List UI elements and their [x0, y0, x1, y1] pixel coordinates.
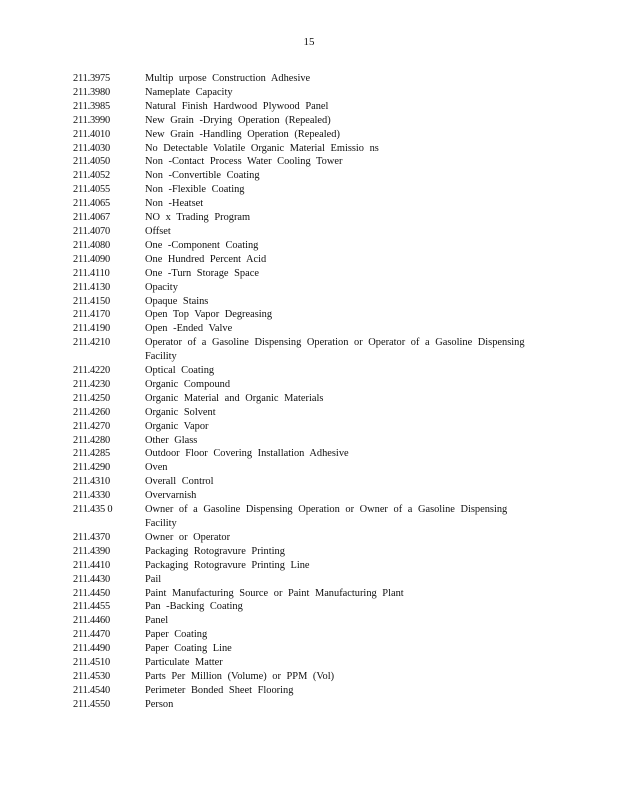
definition-entry	[73, 600, 533, 614]
definition-entry	[73, 489, 533, 503]
section-number: 211.4270	[73, 420, 110, 432]
definition-entry	[73, 475, 533, 489]
defined-term: One Hundred Percent Acid	[145, 253, 267, 265]
defined-term: Person	[145, 698, 174, 710]
section-number: 211.4210	[73, 337, 110, 349]
section-number: 211.4455	[73, 601, 110, 613]
definition-entry	[73, 322, 533, 336]
definition-entry	[73, 684, 533, 698]
definition-entry	[73, 239, 533, 253]
defined-term: One -Component Coating	[145, 239, 259, 251]
section-number: 211.4280	[73, 434, 110, 446]
definition-entry	[73, 447, 533, 461]
defined-term: Outdoor Floor Covering Installation Adhesive	[145, 448, 349, 460]
definition-entry	[73, 142, 533, 156]
definition-entry	[73, 670, 533, 684]
section-number: 211.4065	[73, 198, 110, 210]
section-number: 211.4510	[73, 657, 110, 669]
section-number: 211.4330	[73, 490, 110, 502]
section-number: 211.4530	[73, 670, 110, 682]
section-number: 211.4250	[73, 392, 110, 404]
defined-term: Organic Material and Organic Materials	[145, 392, 324, 404]
section-number: 211.4290	[73, 462, 110, 474]
definition-entry	[73, 183, 533, 197]
section-number: 211.4110	[73, 267, 110, 279]
defined-term: One -Turn Storage Space	[145, 267, 259, 279]
definition-entry	[73, 211, 533, 225]
section-number: 211.4067	[73, 212, 110, 224]
section-number: 211.4370	[73, 531, 110, 543]
definition-entry	[73, 559, 533, 573]
definition-entry	[73, 155, 533, 169]
definition-entry	[73, 614, 533, 628]
defined-term: Open -Ended Valve	[145, 323, 233, 335]
definition-entry	[73, 420, 533, 434]
section-number: 211.4390	[73, 545, 110, 557]
definition-entry	[73, 545, 533, 559]
section-number: 211.4055	[73, 184, 110, 196]
defined-term: Perimeter Bonded Sheet Flooring	[145, 684, 294, 696]
defined-term: Paint Manufacturing Source or Paint Manufacturing Plant	[145, 587, 404, 599]
section-number: 211.4450	[73, 587, 110, 599]
definition-entry	[73, 698, 533, 712]
definition-entry	[73, 573, 533, 587]
defined-term: Packaging Rotogravure Printing	[145, 545, 285, 557]
defined-term: Multip urpose Construction Adhesive	[145, 73, 311, 84]
defined-term: Non -Flexible Coating	[145, 184, 245, 196]
definition-entry	[73, 308, 533, 322]
section-number: 211.4260	[73, 406, 110, 418]
definition-entry	[73, 225, 533, 239]
section-number: 211.4220	[73, 365, 110, 377]
section-number: 211.4052	[73, 170, 110, 182]
definition-entry	[73, 169, 533, 183]
defined-term: Other Glass	[145, 434, 198, 446]
page-number: 15	[303, 36, 315, 48]
defined-term: Overall Control	[145, 476, 214, 488]
section-number: 211.4090	[73, 253, 110, 265]
defined-term: New Grain -Drying Operation (Repealed)	[145, 114, 331, 126]
definition-entry	[73, 253, 533, 267]
definition-entry	[73, 406, 533, 420]
defined-term: Offset	[145, 225, 171, 237]
defined-term: Parts Per Million (Volume) or PPM (Vol)	[145, 670, 335, 682]
defined-term: Pail	[145, 573, 162, 585]
section-number: 211.3975	[73, 73, 110, 84]
definition-entry	[73, 86, 533, 100]
definition-entry	[73, 656, 533, 670]
definition-entry	[73, 336, 533, 364]
section-number: 211.4170	[73, 309, 110, 321]
definition-entry	[73, 628, 533, 642]
defined-term: Natural Finish Hardwood Plywood Panel	[145, 100, 329, 112]
section-number: 211.4030	[73, 142, 110, 154]
definition-entry	[73, 434, 533, 448]
defined-term: Panel	[145, 615, 169, 627]
section-number: 211.4430	[73, 573, 110, 585]
defined-term: No Detectable Volatile Organic Material Emissio ns	[145, 142, 379, 154]
definition-entry	[73, 392, 533, 406]
definition-entry	[73, 267, 533, 281]
definition-entry	[73, 587, 533, 601]
defined-term: Owner of a Gasoline Dispensing Operation or Owner of a Gasoline Dispensing Facility	[145, 504, 508, 529]
defined-term: New Grain -Handling Operation (Repealed)	[145, 128, 340, 140]
definition-entry	[73, 295, 533, 309]
defined-term: Open Top Vapor Degreasing	[145, 309, 273, 321]
section-number: 211.4540	[73, 684, 110, 696]
defined-term: Organic Compound	[145, 378, 231, 390]
section-number: 211.4130	[73, 281, 110, 293]
definition-entry	[73, 100, 533, 114]
section-number: 211.435 0	[73, 504, 113, 516]
defined-term: Non -Convertible Coating	[145, 170, 260, 182]
defined-term: Packaging Rotogravure Printing Line	[145, 559, 310, 571]
section-number: 211.3980	[73, 86, 110, 98]
section-number: 211.4230	[73, 378, 110, 390]
section-number: 211.3985	[73, 100, 110, 112]
defined-term: Operator of a Gasoline Dispensing Operation or Operator of a Gasoline Dispensing Facility	[145, 337, 525, 363]
section-number: 211.4410	[73, 559, 110, 571]
section-number: 211.4460	[73, 615, 110, 627]
definition-entry	[73, 642, 533, 656]
defined-term: NO x Trading Program	[145, 212, 251, 224]
section-number: 211.4150	[73, 295, 110, 307]
defined-term: Particulate Matter	[145, 657, 223, 669]
section-number: 211.4010	[73, 128, 110, 140]
defined-term: Opaque Stains	[145, 295, 209, 307]
section-number: 211.4070	[73, 225, 110, 237]
definition-entry	[73, 281, 533, 295]
section-number: 211.4080	[73, 239, 110, 251]
definition-entry	[73, 72, 533, 86]
defined-term: Paper Coating	[145, 629, 208, 641]
section-number: 211.4490	[73, 643, 110, 655]
definition-entry	[73, 197, 533, 211]
defined-term: Paper Coating Line	[145, 643, 232, 655]
section-number: 211.3990	[73, 114, 110, 126]
definition-entry	[73, 531, 533, 545]
definition-entry	[73, 503, 533, 531]
defined-term: Non -Contact Process Water Cooling Tower	[145, 156, 343, 168]
defined-term: Owner or Operator	[145, 531, 231, 543]
section-number: 211.4190	[73, 323, 110, 335]
defined-term: Oven	[145, 462, 168, 474]
defined-term: Pan -Backing Coating	[145, 601, 243, 613]
section-number: 211.4050	[73, 156, 110, 168]
section-number: 211.4285	[73, 448, 110, 460]
defined-term: Organic Solvent	[145, 406, 216, 418]
defined-term: Nameplate Capacity	[145, 86, 233, 98]
definition-entry	[73, 114, 533, 128]
defined-term: Optical Coating	[145, 365, 215, 377]
defined-term: Non -Heatset	[145, 198, 204, 210]
definition-entry	[73, 378, 533, 392]
section-number: 211.4470	[73, 629, 110, 641]
definition-entry	[73, 128, 533, 142]
defined-term: Opacity	[145, 281, 178, 293]
defined-term: Overvarnish	[145, 490, 197, 502]
definition-entry	[73, 461, 533, 475]
section-number: 211.4310	[73, 476, 110, 488]
section-number: 211.4550	[73, 698, 110, 710]
defined-term: Organic Vapor	[145, 420, 209, 432]
definitions-list	[73, 72, 533, 712]
definition-entry	[73, 364, 533, 378]
